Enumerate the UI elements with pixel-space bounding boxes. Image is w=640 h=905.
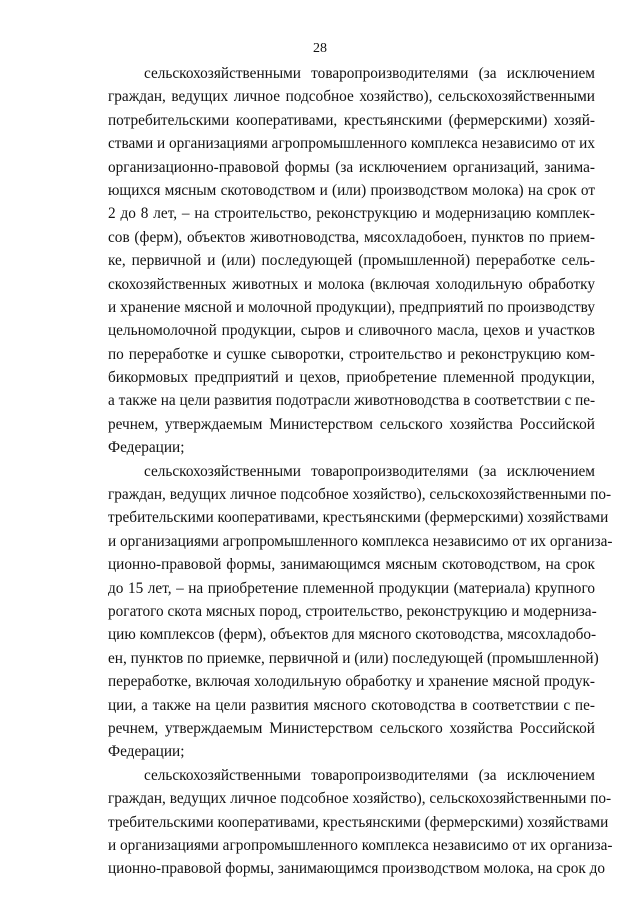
text-line: Федерации;	[108, 439, 185, 457]
text-line: ции, а также на цели развития мясного скотоводства в соответствии с пе-	[108, 696, 595, 714]
text-line: и организациями агропромышленного комплекса независимо от их организа-	[108, 836, 613, 854]
text-line: ционно-правовой формы, занимающимся производством молока, на срок до	[108, 860, 606, 878]
text-line: и хранение мясной и молочной продукции), предприятий по производству	[108, 298, 595, 316]
text-line: сельскохозяйственными товаропроизводителями (за исключением	[144, 462, 595, 480]
text-line: речнем, утверждаемым Министерством сельского хозяйства Российской	[108, 415, 595, 433]
text-line: речнем, утверждаемым Министерством сельского хозяйства Российской	[108, 719, 595, 737]
text-line: и организациями агропромышленного комплекса независимо от их организа-	[108, 532, 613, 550]
text-line: цельномолочной продукции, сыров и сливочного масла, цехов и участков	[108, 322, 595, 340]
text-line: сов (ферм), объектов животноводства, мясохладобоен, пунктов по прием-	[108, 228, 595, 246]
text-line: ционно-правовой формы, занимающимся мясным скотоводством, на срок	[108, 556, 595, 574]
text-line: потребительскими кооперативами, крестьянскими (фермерскими) хозяй-	[108, 111, 595, 129]
text-line: ке, первичной и (или) последующей (промышленной) переработке сель-	[108, 252, 595, 270]
text-line: требительскими кооперативами, крестьянскими (фермерскими) хозяйствами	[108, 509, 609, 527]
text-line: а также на цели развития подотрасли животноводства в соответствии с пе-	[108, 392, 596, 410]
text-line: ен, пунктов по приемке, первичной и (или) последующей (промышленной)	[108, 649, 599, 667]
text-line: граждан, ведущих личное подсобное хозяйство), сельскохозяйственными	[108, 88, 595, 106]
text-line: переработке, включая холодильную обработку и хранение мясной продук-	[108, 673, 595, 691]
text-line: требительскими кооперативами, крестьянскими (фермерскими) хозяйствами	[108, 813, 609, 831]
text-line: цию комплексов (ферм), объектов для мясного скотоводства, мясохладобо-	[108, 626, 597, 644]
text-line: скохозяйственных животных и молока (включая холодильную обработку	[108, 275, 595, 293]
text-line: ющихся мясным скотоводством и (или) производством молока) на срок от	[108, 181, 595, 199]
text-line: Федерации;	[108, 743, 185, 761]
text-line: организационно-правовой формы (за исключением организаций, занима-	[108, 158, 595, 176]
text-line: по переработке и сушке сыворотки, строительство и реконструкцию ком-	[108, 345, 595, 363]
text-line: граждан, ведущих личное подсобное хозяйство), сельскохозяйственными по-	[108, 486, 612, 504]
text-line: рогатого скота мясных пород, строительство, реконструкцию и модерниза-	[108, 602, 597, 620]
text-line: ствами и организациями агропромышленного комплекса независимо от их	[108, 135, 596, 153]
page-number: 28	[313, 41, 327, 56]
text-line: 2 до 8 лет, – на строительство, реконструкцию и модернизацию комплек-	[108, 205, 595, 223]
text-line: граждан, ведущих личное подсобное хозяйство), сельскохозяйственными по-	[108, 790, 612, 808]
text-line: сельскохозяйственными товаропроизводителями (за исключением	[144, 766, 595, 784]
text-line: сельскохозяйственными товаропроизводителями (за исключением	[144, 65, 595, 82]
document-body	[108, 62, 613, 881]
text-line: бикормовых предприятий и цехов, приобретение племенной продукции,	[108, 369, 595, 387]
text-line: до 15 лет, – на приобретение племенной продукции (материала) крупного	[108, 579, 595, 597]
